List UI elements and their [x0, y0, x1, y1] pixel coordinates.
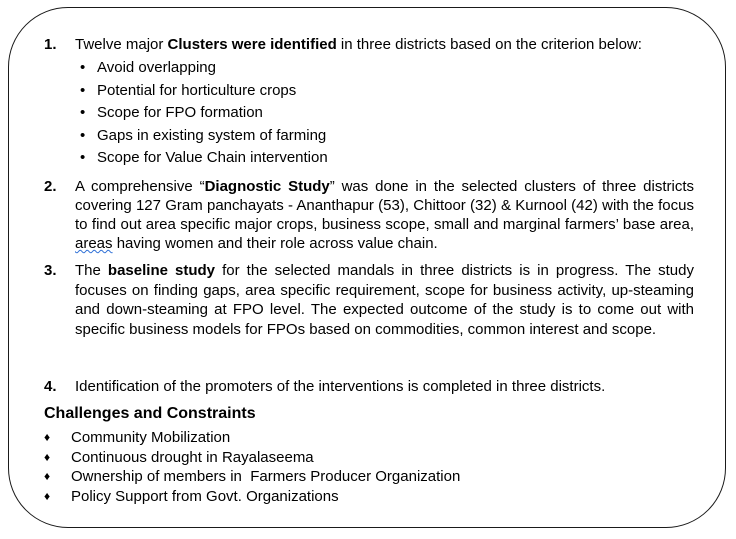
bullet-icon: • — [80, 59, 86, 76]
criteria-item: • Gaps in existing system of farming — [80, 126, 327, 144]
challenge-item: ♦ Ownership of members in Farmers Producer Organization — [44, 468, 461, 485]
item-number: 1. — [44, 36, 57, 53]
bullet-icon: • — [80, 81, 86, 99]
diamond-bullet-icon: ♦ — [44, 449, 51, 464]
bullet-icon: • — [80, 149, 86, 166]
item-text: The baseline study for the selected mandals in three districts is in progress. The study focuses on finding gaps, area specific requirement, scope for business activity, up-steaming and down-steaming at FPO level. The expected outcome of the study is to come out with specific business models for FPOs based on commodities, common interest and scope. — [75, 262, 694, 338]
item-number: 2. — [44, 178, 57, 195]
challenge-item: ♦ Continuous drought in Rayalaseema — [44, 448, 314, 466]
criteria-item: • Scope for Value Chain intervention — [80, 149, 328, 166]
item-text: Identification of the promoters of the interventions is completed in three districts. — [75, 378, 606, 395]
criteria-item: • Potential for horticulture crops — [80, 81, 297, 99]
bullet-icon: • — [80, 126, 86, 144]
criteria-item: • Avoid overlapping — [80, 59, 216, 76]
challenge-item: ♦ Policy Support from Govt. Organizations — [44, 487, 339, 505]
diamond-bullet-icon: ♦ — [44, 488, 51, 503]
criteria-list — [44, 58, 694, 171]
spellcheck-underlined-word: areas — [75, 235, 113, 252]
diamond-bullet-icon: ♦ — [44, 430, 51, 444]
item-number: 4. — [44, 378, 57, 395]
challenges-heading: Challenges and Constraints — [44, 405, 256, 422]
bullet-icon: • — [80, 104, 86, 121]
list-item-2 — [44, 177, 694, 253]
list-item-1 — [44, 35, 694, 171]
list-item-3 — [44, 261, 694, 339]
criteria-item: • Scope for FPO formation — [80, 104, 263, 121]
diamond-bullet-icon: ♦ — [44, 469, 51, 483]
challenge-item: ♦ Community Mobilization — [44, 429, 231, 446]
list-item-4 — [44, 377, 694, 396]
item-number: 3. — [44, 262, 57, 279]
item-text: A comprehensive “Diagnostic Study” was done in the selected clusters of three districts covering 127 Gram panchayats - Ananthapur (53), Chittoor (32) & Kurnool (42) with the focus to find out area specific major crops, business scope, small and marginal farmers’ base area, areas having women and their role across value chain. — [75, 178, 694, 252]
challenges-list — [44, 428, 460, 506]
item-text: Twelve major Clusters were identified in three districts based on the criterion below: — [75, 36, 642, 53]
